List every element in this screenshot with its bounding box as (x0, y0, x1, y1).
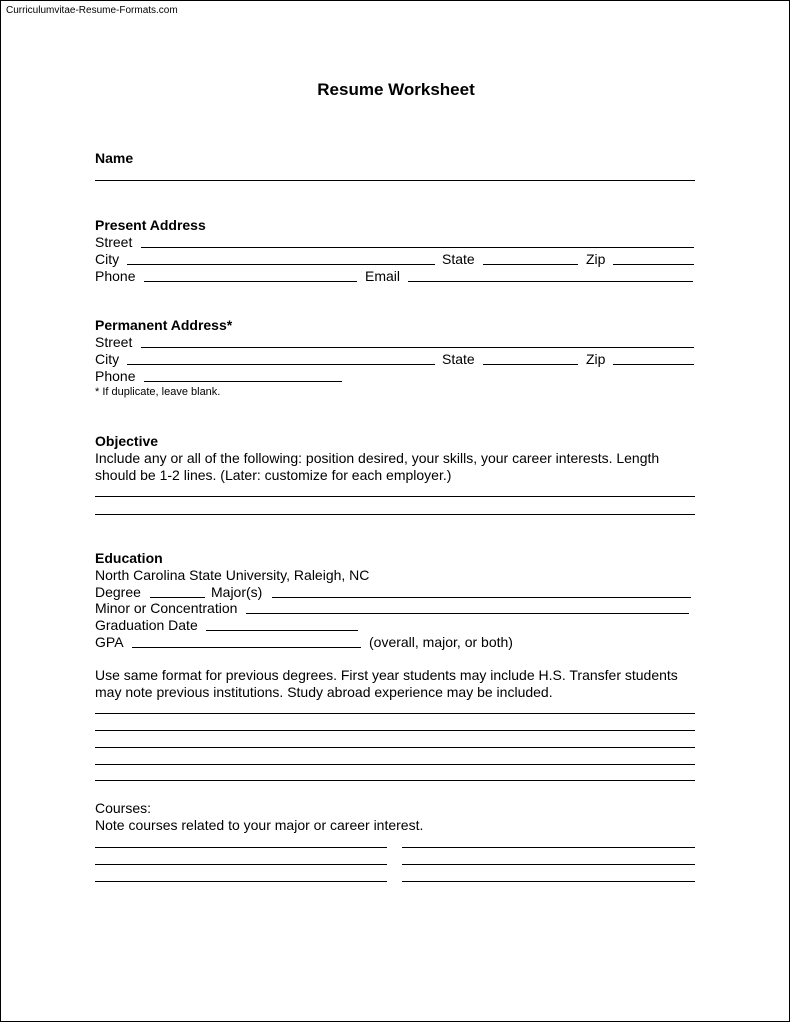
courses-heading: Courses: (95, 800, 152, 816)
education-field-line[interactable] (95, 747, 695, 748)
present-street-label: Street (95, 234, 133, 250)
courses-instructions: Note courses related to your major or career interest. (95, 817, 424, 833)
majors-field-line[interactable] (272, 597, 691, 598)
gpa-field-line[interactable] (132, 647, 361, 648)
permanent-address-heading: Permanent Address* (95, 317, 233, 333)
objective-instructions-line-2: should be 1-2 lines. (Later: customize for each employer.) (95, 467, 452, 483)
present-state-field-line[interactable] (483, 264, 578, 265)
permanent-zip-field-line[interactable] (613, 364, 694, 365)
permanent-city-field-line[interactable] (127, 364, 435, 365)
permanent-state-label: State (442, 351, 475, 367)
page-title: Resume Worksheet (317, 80, 475, 99)
present-phone-label: Phone (95, 268, 136, 284)
graduation-date-label: Graduation Date (95, 617, 198, 633)
name-field-line[interactable] (95, 180, 695, 181)
education-field-line[interactable] (95, 713, 695, 714)
course-field-line[interactable] (95, 847, 387, 848)
objective-instructions-line-1: Include any or all of the following: position desired, your skills, your career interests. Length (95, 450, 660, 466)
education-instructions-line-1: Use same format for previous degrees. First year students may include H.S. Transfer students (95, 667, 678, 683)
permanent-zip-label: Zip (586, 351, 606, 367)
present-zip-label: Zip (586, 251, 606, 267)
majors-label: Major(s) (211, 584, 263, 600)
objective-field-line[interactable] (95, 496, 695, 497)
gpa-note: (overall, major, or both) (369, 634, 513, 650)
school-name: North Carolina State University, Raleigh, NC (95, 567, 370, 583)
degree-label: Degree (95, 584, 141, 600)
permanent-street-field-line[interactable] (141, 347, 694, 348)
education-field-line[interactable] (95, 764, 695, 765)
name-label: Name (95, 150, 134, 166)
permanent-state-field-line[interactable] (483, 364, 578, 365)
objective-heading: Objective (95, 433, 159, 449)
degree-field-line[interactable] (150, 597, 205, 598)
present-street-field-line[interactable] (141, 247, 694, 248)
course-field-line[interactable] (95, 881, 387, 882)
course-field-line[interactable] (95, 864, 387, 865)
duplicate-note: * If duplicate, leave blank. (95, 386, 221, 398)
course-field-line[interactable] (402, 881, 695, 882)
permanent-street-label: Street (95, 334, 133, 350)
present-city-field-line[interactable] (127, 264, 435, 265)
watermark: Curriculumvitae-Resume-Formats.com (6, 5, 178, 16)
gpa-label: GPA (95, 634, 124, 650)
minor-label: Minor or Concentration (95, 600, 238, 616)
present-email-label: Email (365, 268, 401, 284)
education-field-line[interactable] (95, 730, 695, 731)
education-heading: Education (95, 550, 163, 566)
objective-field-line[interactable] (95, 514, 695, 515)
present-phone-field-line[interactable] (144, 281, 357, 282)
education-instructions-line-2: may note previous institutions. Study abroad experience may be included. (95, 684, 553, 700)
permanent-phone-label: Phone (95, 368, 136, 384)
present-city-label: City (95, 251, 120, 267)
present-zip-field-line[interactable] (613, 264, 694, 265)
present-state-label: State (442, 251, 475, 267)
present-address-heading: Present Address (95, 217, 206, 233)
education-field-line[interactable] (95, 780, 695, 781)
minor-field-line[interactable] (246, 613, 689, 614)
course-field-line[interactable] (402, 864, 695, 865)
permanent-phone-field-line[interactable] (144, 381, 342, 382)
present-email-field-line[interactable] (408, 281, 693, 282)
permanent-city-label: City (95, 351, 120, 367)
graduation-date-field-line[interactable] (206, 630, 358, 631)
course-field-line[interactable] (402, 847, 695, 848)
